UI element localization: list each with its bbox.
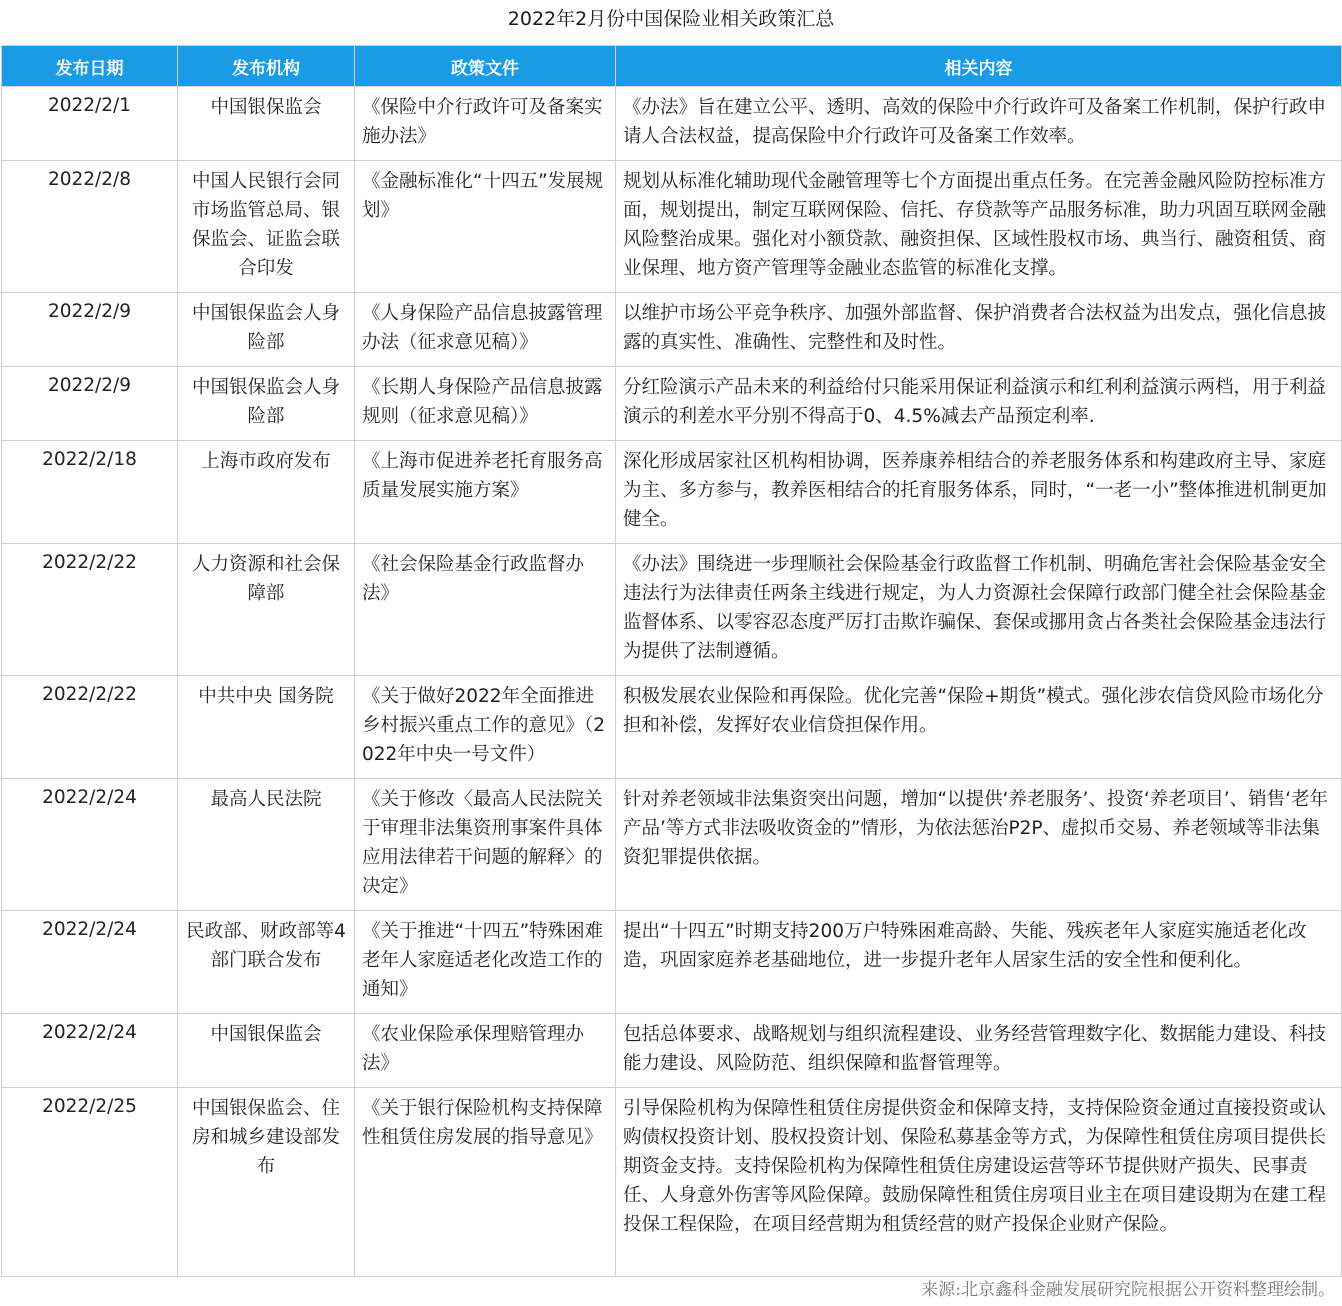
- cell-content: 分红险演示产品未来的利益给付只能采用保证利益演示和红利利益演示两档，用于利益演示的利差水平分别不得高于0、4.5%减去产品预定利率.: [616, 367, 1342, 441]
- cell-org: 中国银保监会人身险部: [178, 293, 355, 367]
- document-title: 2022年2月份中国保险业相关政策汇总: [507, 8, 835, 30]
- table-row: [2, 1088, 1342, 1277]
- cell-content: 针对养老领域非法集资突出问题，增加“以提供‘养老服务’、投资‘养老项目’、销售‘老年产品’等方式非法吸收资金的”情形，为依法惩治P2P、虚拟币交易、养老领域等非法集资犯罪提供依据。: [616, 779, 1342, 911]
- policy-table: [1, 45, 1342, 1277]
- table-row: [2, 367, 1342, 441]
- cell-doc: 《金融标准化“十四五”发展规划》: [355, 161, 616, 293]
- cell-org: 中国银保监会、住房和城乡建设部发布: [178, 1088, 355, 1277]
- cell-date: 2022/2/24: [2, 1014, 178, 1088]
- cell-doc: 《长期人身保险产品信息披露规则（征求意见稿）》: [355, 367, 616, 441]
- table-row: [2, 441, 1342, 544]
- cell-org: 中国银保监会: [178, 87, 355, 161]
- cell-content: 《办法》旨在建立公平、透明、高效的保险中介行政许可及备案工作机制，保护行政申请人合法权益，提高保险中介行政许可及备案工作效率。: [616, 87, 1342, 161]
- cell-date: 2022/2/24: [2, 779, 178, 911]
- cell-content: 规划从标准化辅助现代金融管理等七个方面提出重点任务。在完善金融风险防控标准方面，规划提出，制定互联网保险、信托、存贷款等产品服务标准，助力巩固互联网金融风险整治成果。强化对小额贷款、融资担保、区域性股权市场、典当行、融资租赁、商业保理、地方资产管理等金融业态监管的标准化支撑。: [616, 161, 1342, 293]
- header-org: 发布机构: [178, 46, 355, 87]
- cell-org: 上海市政府发布: [178, 441, 355, 544]
- cell-org: 中国银保监会人身险部: [178, 367, 355, 441]
- cell-date: 2022/2/18: [2, 441, 178, 544]
- table-row: [2, 87, 1342, 161]
- cell-doc: 《上海市促进养老托育服务高质量发展实施方案》: [355, 441, 616, 544]
- cell-date: 2022/2/1: [2, 87, 178, 161]
- cell-org: 中国银保监会: [178, 1014, 355, 1088]
- cell-org: 最高人民法院: [178, 779, 355, 911]
- cell-doc: 《农业保险承保理赔管理办法》: [355, 1014, 616, 1088]
- cell-doc: 《关于银行保险机构支持保障性租赁住房发展的指导意见》: [355, 1088, 616, 1277]
- cell-org: 中国人民银行会同市场监管总局、银保监会、证监会联合印发: [178, 161, 355, 293]
- cell-content: 积极发展农业保险和再保险。优化完善“保险+期货”模式。强化涉农信贷风险市场化分担和补偿，发挥好农业信贷担保作用。: [616, 676, 1342, 779]
- table-row: [2, 676, 1342, 779]
- cell-content: 包括总体要求、战略规划与组织流程建设、业务经营管理数字化、数据能力建设、科技能力建设、风险防范、组织保障和监督管理等。: [616, 1014, 1342, 1088]
- cell-org: 人力资源和社会保障部: [178, 544, 355, 676]
- cell-date: 2022/2/22: [2, 544, 178, 676]
- cell-org: 民政部、财政部等4部门联合发布: [178, 911, 355, 1014]
- cell-content: 《办法》围绕进一步理顺社会保险基金行政监督工作机制、明确危害社会保险基金安全违法行为法律责任两条主线进行规定，为人力资源社会保障行政部门健全社会保险基金监督体系、以零容忍态度严厉打击欺诈骗保、套保或挪用贪占各类社会保险基金违法行为提供了法制遵循。: [616, 544, 1342, 676]
- table-row: [2, 1014, 1342, 1088]
- table-row: [2, 779, 1342, 911]
- cell-content: 以维护市场公平竞争秩序、加强外部监督、保护消费者合法权益为出发点，强化信息披露的真实性、准确性、完整性和及时性。: [616, 293, 1342, 367]
- cell-date: 2022/2/9: [2, 367, 178, 441]
- table-row: [2, 544, 1342, 676]
- header-doc: 政策文件: [355, 46, 616, 87]
- table-row: [2, 293, 1342, 367]
- cell-content: 深化形成居家社区机构相协调，医养康养相结合的养老服务体系和构建政府主导、家庭为主、多方参与，教养医相结合的托育服务体系，同时，“一老一小”整体推进机制更加健全。: [616, 441, 1342, 544]
- table-row: [2, 161, 1342, 293]
- cell-date: 2022/2/8: [2, 161, 178, 293]
- source-note: 来源:北京鑫科金融发展研究院根据公开资料整理绘制。: [921, 1280, 1335, 1300]
- cell-doc: 《保险中介行政许可及备案实施办法》: [355, 87, 616, 161]
- cell-date: 2022/2/22: [2, 676, 178, 779]
- cell-doc: 《人身保险产品信息披露管理办法（征求意见稿）》: [355, 293, 616, 367]
- cell-doc: 《关于做好2022年全面推进乡村振兴重点工作的意见》（2022年中央一号文件）: [355, 676, 616, 779]
- cell-date: 2022/2/24: [2, 911, 178, 1014]
- cell-doc: 《关于修改〈最高人民法院关于审理非法集资刑事案件具体应用法律若干问题的解释〉的决定》: [355, 779, 616, 911]
- header-content: 相关内容: [616, 46, 1342, 87]
- table-header-row: [2, 46, 1342, 87]
- header-date: 发布日期: [2, 46, 178, 87]
- cell-date: 2022/2/25: [2, 1088, 178, 1277]
- cell-doc: 《社会保险基金行政监督办法》: [355, 544, 616, 676]
- cell-content: 提出“十四五”时期支持200万户特殊困难高龄、失能、残疾老年人家庭实施适老化改造，巩固家庭养老基础地位，进一步提升老年人居家生活的安全性和便利化。: [616, 911, 1342, 1014]
- cell-content: 引导保险机构为保障性租赁住房提供资金和保障支持，支持保险资金通过直接投资或认购债权投资计划、股权投资计划、保险私募基金等方式，为保障性租赁住房项目提供长期资金支持。支持保险机构为保障性租赁住房建设运营等环节提供财产损失、民事责任、人身意外伤害等风险保障。鼓励保障性租赁住房项目业主在项目建设期为在建工程投保工程保险，在项目经营期为租赁经营的财产投保企业财产保险。: [616, 1088, 1342, 1277]
- cell-doc: 《关于推进“十四五”特殊困难老年人家庭适老化改造工作的通知》: [355, 911, 616, 1014]
- cell-date: 2022/2/9: [2, 293, 178, 367]
- table-row: [2, 911, 1342, 1014]
- cell-org: 中共中央 国务院: [178, 676, 355, 779]
